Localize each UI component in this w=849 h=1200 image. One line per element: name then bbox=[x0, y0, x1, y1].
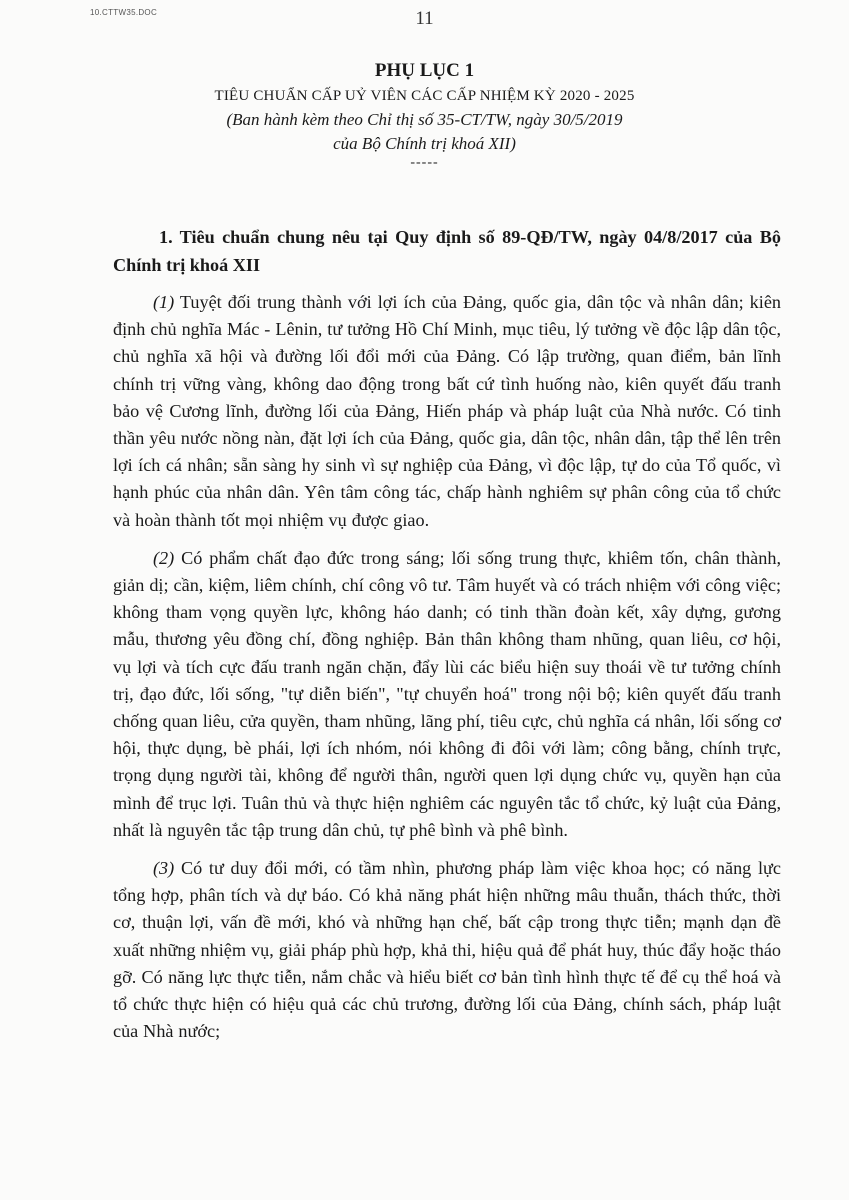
issuance-note-line2: của Bộ Chính trị khoá XII) bbox=[333, 134, 516, 153]
paragraph-1 bbox=[113, 289, 781, 534]
title-divider: ----- bbox=[410, 155, 439, 170]
paragraph-text: Tuyệt đối trung thành với lợi ích của Đảng, quốc gia, dân tộc và nhân dân; kiên định chủ nghĩa Mác - Lênin, tư tưởng Hồ Chí Minh, mục tiêu, lý tưởng về độc lập dân tộc, chủ nghĩa xã hội và đường lối đổi mới của Đảng. Có lập trường, quan điểm, bản lĩnh chính trị vững vàng, không dao động trong bất cứ tình huống nào, kiên quyết đấu tranh bảo vệ Cương lĩnh, đường lối của Đảng, Hiến pháp và pháp luật của Nhà nước. Có tinh thần yêu nước nồng nàn, đặt lợi ích của Đảng, quốc gia, dân tộc, nhân dân, tập thể lên trên lợi ích cá nhân; sẵn sàng hy sinh vì sự nghiệp của Đảng, vì độc lập, tự do của Tổ quốc, vì hạnh phúc của nhân dân. Yên tâm công tác, chấp hành nghiêm sự phân công của tổ chức và hoàn thành tốt mọi nhiệm vụ được giao. bbox=[113, 292, 781, 530]
appendix-subtitle: TIÊU CHUẨN CẤP UỶ VIÊN CÁC CẤP NHIỆM KỲ 2020 - 2025 bbox=[214, 88, 635, 104]
paragraph-number: (3) bbox=[153, 858, 175, 879]
document-body bbox=[113, 223, 781, 1056]
issuance-note-line1: (Ban hành kèm theo Chỉ thị số 35-CT/TW, ngày 30/5/2019 bbox=[226, 110, 623, 129]
paragraph-text: Có phẩm chất đạo đức trong sáng; lối sống trung thực, khiêm tốn, chân thành, giản dị; cần, kiệm, liêm chính, chí công vô tư. Tâm huyết và có trách nhiệm với công việc; không tham vọng quyền lực, không háo danh; có tinh thần đoàn kết, xây dựng, gương mẫu, thương yêu đồng chí, đồng nghiệp. Bản thân không tham nhũng, quan liêu, cơ hội, vụ lợi và tích cực đấu tranh ngăn chặn, đẩy lùi các biểu hiện suy thoái về tư tưởng chính trị, đạo đức, lối sống, "tự diễn biến", "tự chuyển hoá" trong nội bộ; kiên quyết đấu tranh chống quan liêu, cửa quyền, tham nhũng, lãng phí, tiêu cực, chủ nghĩa cá nhân, lối sống cơ hội, thực dụng, bè phái, lợi ích nhóm, nói không đi đôi với làm; công bằng, chính trực, trọng dụng người tài, không để người thân, người quen lợi dụng chức vụ, quyền hạn của mình để trục lợi. Tuân thủ và thực hiện nghiêm các nguyên tắc tổ chức, kỷ luật của Đảng, nhất là nguyên tắc tập trung dân chủ, tự phê bình và phê bình. bbox=[113, 547, 781, 840]
file-name: 10.CTTW35.DOC bbox=[90, 8, 158, 17]
paragraph-3 bbox=[113, 855, 781, 1045]
title-block bbox=[0, 58, 849, 170]
paragraph-number: (1) bbox=[153, 292, 175, 312]
paragraph-text: Có tư duy đổi mới, có tầm nhìn, phương pháp làm việc khoa học; có năng lực tổng hợp, phân tích và dự báo. Có khả năng phát hiện những mâu thuẫn, thách thức, thời cơ, thuận lợi, vấn đề mới, khó và những hạn chế, bất cập trong thực tiễn; mạnh dạn đề xuất những nhiệm vụ, giải pháp phù hợp, khả thi, hiệu quả để phát huy, thúc đẩy hoặc tháo gỡ. Có năng lực thực tiễn, nắm chắc và hiểu biết cơ bản tình hình thực tế để cụ thể hoá và tổ chức thực hiện có hiệu quả các chủ trương, đường lối của Đảng, chính sách, pháp luật của Nhà nước; bbox=[113, 858, 781, 1042]
appendix-title: PHỤ LỤC 1 bbox=[374, 60, 475, 81]
paragraph-number: (2) bbox=[153, 547, 175, 568]
section-heading: 1. Tiêu chuẩn chung nêu tại Quy định số 89-QĐ/TW, ngày 04/8/2017 của Bộ Chính trị khoá XII bbox=[113, 227, 781, 275]
page-number: 11 bbox=[415, 8, 434, 29]
paragraph-2 bbox=[113, 545, 781, 844]
